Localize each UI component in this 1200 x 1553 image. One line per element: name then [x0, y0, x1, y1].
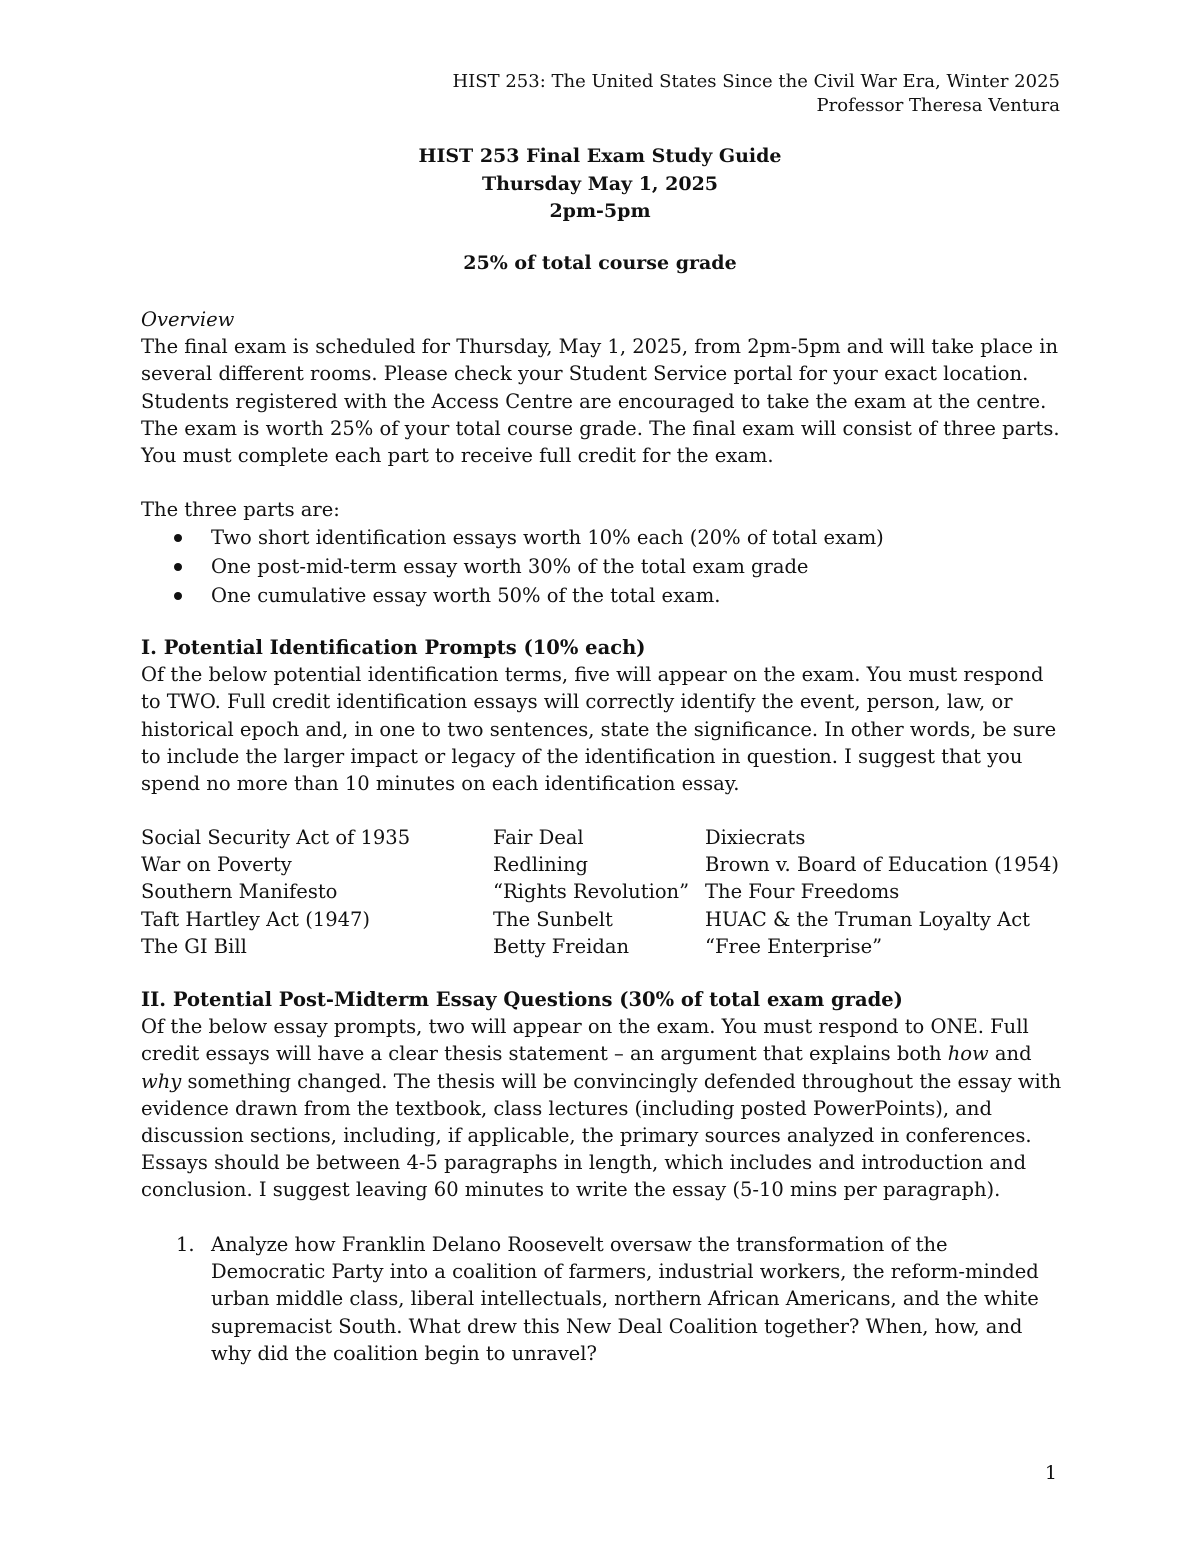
term: The Sunbelt: [493, 907, 613, 931]
term: “Rights Revolution”: [493, 880, 690, 904]
bullet-icon: [174, 534, 182, 542]
post-midterm-section: [141, 986, 1066, 1204]
question-number: 1.: [176, 1233, 195, 1256]
course-line: HIST 253: The United States Since the Civil War Era, Winter 2025: [452, 71, 1060, 92]
page-number: 1: [1044, 1462, 1057, 1484]
exam-time: 2pm-5pm: [549, 200, 651, 222]
essay-list: [141, 1231, 1066, 1367]
overview-paragraph: The final exam is scheduled for Thursday, May 1, 2025, from 2pm-5pm and will take place in several different rooms. Please check your Student Service portal for your exact location. Students registered with the Access Centre are encouraged to take the exam at the centre. The exam is worth 25% of your total course grade. The final exam will consist of three parts. You must complete each part to receive full credit for the exam.: [141, 335, 1060, 468]
term: Southern Manifesto: [141, 880, 338, 904]
term: The Four Freedoms: [705, 880, 900, 904]
page-header: [452, 70, 1060, 118]
exam-date: Thursday May 1, 2025: [481, 172, 719, 195]
term: HUAC & the Truman Loyalty Act: [705, 907, 1030, 931]
overview-heading: Overview: [141, 308, 235, 331]
identification-paragraph: Of the below potential identification terms, five will appear on the exam. You must respond to TWO. Full credit identification essays will correctly identify the event, person, law, or historical epoch and, in one to two sentences, state the significance. In other words, be sure to include the larger impact or legacy of the identification in question. I suggest that you spend no more than 10 minutes on each identification essay.: [141, 663, 1057, 796]
term: “Free Enterprise”: [705, 934, 883, 958]
list-item: One cumulative essay worth 50% of the total exam.: [141, 581, 1066, 610]
grade-weight: 25% of total course grade: [463, 252, 737, 274]
term: Dixiecrats: [705, 826, 806, 849]
term: Brown v. Board of Education (1954): [705, 853, 1060, 877]
term: Fair Deal: [493, 826, 584, 849]
post-midterm-paragraph: Of the below essay prompts, two will appear on the exam. You must respond to ONE. Full credit essays will have a clear thesis statement – an argument that explains both how and why something changed. The thesis will be convincingly defended throughout the essay with evidence drawn from the textbook, class lectures (including posted PowerPoints), and discussion sections, including, if applicable, the primary sources analyzed in conferences. Essays should be between 4-5 paragraphs in length, which includes and introduction and conclusion. I suggest leaving 60 minutes to write the essay (5-10 mins per paragraph).: [141, 1015, 1062, 1202]
bullet-icon: [174, 563, 182, 571]
term: Taft Hartley Act (1947): [141, 907, 371, 931]
term: Betty Freidan: [493, 934, 630, 958]
identification-terms: [141, 824, 1066, 960]
list-item: [141, 1231, 1066, 1367]
document-title: HIST 253 Final Exam Study Guide: [418, 145, 782, 167]
list-item: One post-mid-term essay worth 30% of the total exam grade: [141, 552, 1066, 581]
parts-section: [141, 496, 1066, 610]
parts-intro: The three parts are:: [141, 498, 340, 521]
term: Redlining: [493, 853, 589, 877]
post-midterm-heading: II. Potential Post-Midterm Essay Questions (30% of total exam grade): [141, 988, 903, 1011]
identification-heading: I. Potential Identification Prompts (10% each): [141, 636, 646, 659]
overview-section: [141, 306, 1066, 469]
bullet-icon: [174, 592, 182, 600]
identification-section: [141, 634, 1066, 797]
term: The GI Bill: [141, 934, 247, 958]
question-text: Analyze how Franklin Delano Roosevelt oversaw the transformation of the Democratic Party into a coalition of farmers, industrial workers, the reform-minded urban middle class, liberal intellectuals, northern African Americans, and the white supremacist South. What drew this New Deal Coalition together? When, how, and why did the coalition begin to unravel?: [211, 1233, 1039, 1365]
parts-list: [141, 523, 1066, 610]
term: Social Security Act of 1935: [141, 826, 411, 849]
title-block: [0, 143, 1200, 226]
term: War on Poverty: [141, 853, 292, 877]
list-item: Two short identification essays worth 10% each (20% of total exam): [141, 523, 1066, 552]
essay-questions: [141, 1231, 1066, 1367]
terms-table: [141, 824, 1066, 960]
professor-line: Professor Theresa Ventura: [816, 95, 1060, 116]
